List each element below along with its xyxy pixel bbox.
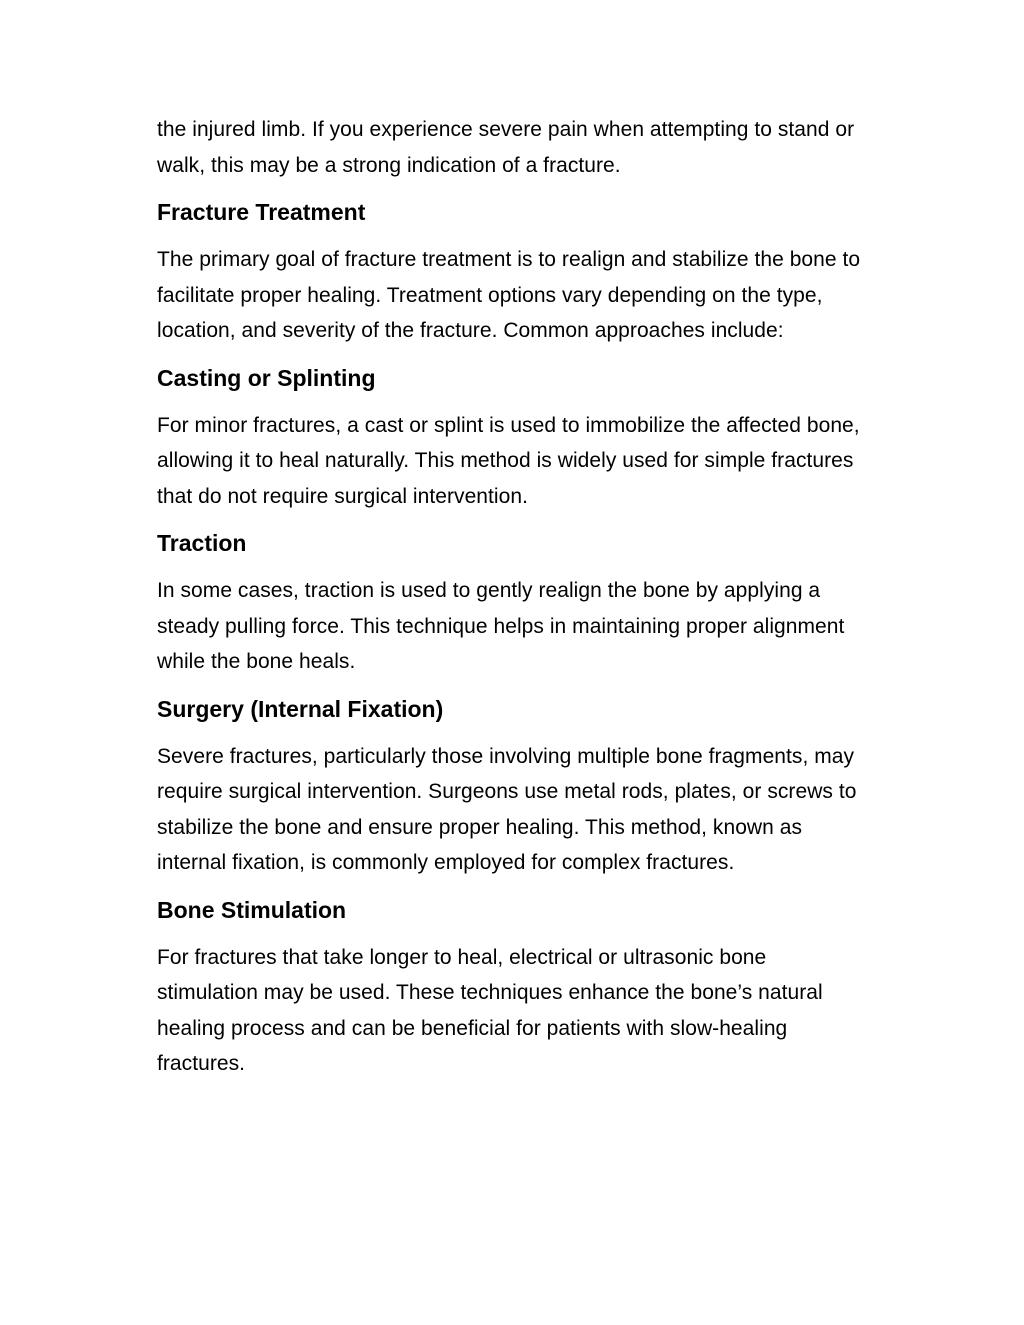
intro-paragraph: the injured limb. If you experience severe pain when attempting to stand or walk, this may be a strong indication of a fracture.	[157, 118, 855, 177]
section-body-surgery: Severe fractures, particularly those involving multiple bone fragments, may require surgical intervention. Surgeons use metal rods, plates, or screws to stabilize the bone and ensure proper healing. This method, known as internal fixation, is commonly employed for complex fractures.	[157, 744, 857, 874]
section-heading-bone-stimulation: Bone Stimulation	[157, 896, 347, 923]
section-body-casting-or-splinting: For minor fractures, a cast or splint is used to immobilize the affected bone, allowing it to heal naturally. This method is widely used for simple fractures that do not require surgical intervention.	[157, 413, 860, 508]
section-heading-fracture-treatment: Fracture Treatment	[157, 199, 366, 225]
section-heading-traction: Traction	[157, 530, 247, 556]
section-heading-surgery: Surgery (Internal Fixation)	[157, 695, 444, 722]
section-heading-casting-or-splinting: Casting or Splinting	[157, 364, 376, 391]
section-body-bone-stimulation: For fractures that take longer to heal, electrical or ultrasonic bone stimulation may be used. These techniques enhance the bone’s natural healing process and can be beneficial for patients with slow-healing fractures.	[157, 945, 823, 1075]
section-body-traction: In some cases, traction is used to gently realign the bone by applying a steady pulling force. This technique helps in maintaining proper alignment while the bone heals.	[157, 579, 845, 673]
document-page	[157, 112, 872, 1096]
section-body-fracture-treatment: The primary goal of fracture treatment is to realign and stabilize the bone to facilitate proper healing. Treatment options vary depending on the type, location, and severity of the fracture. Common approaches include:	[157, 248, 861, 342]
